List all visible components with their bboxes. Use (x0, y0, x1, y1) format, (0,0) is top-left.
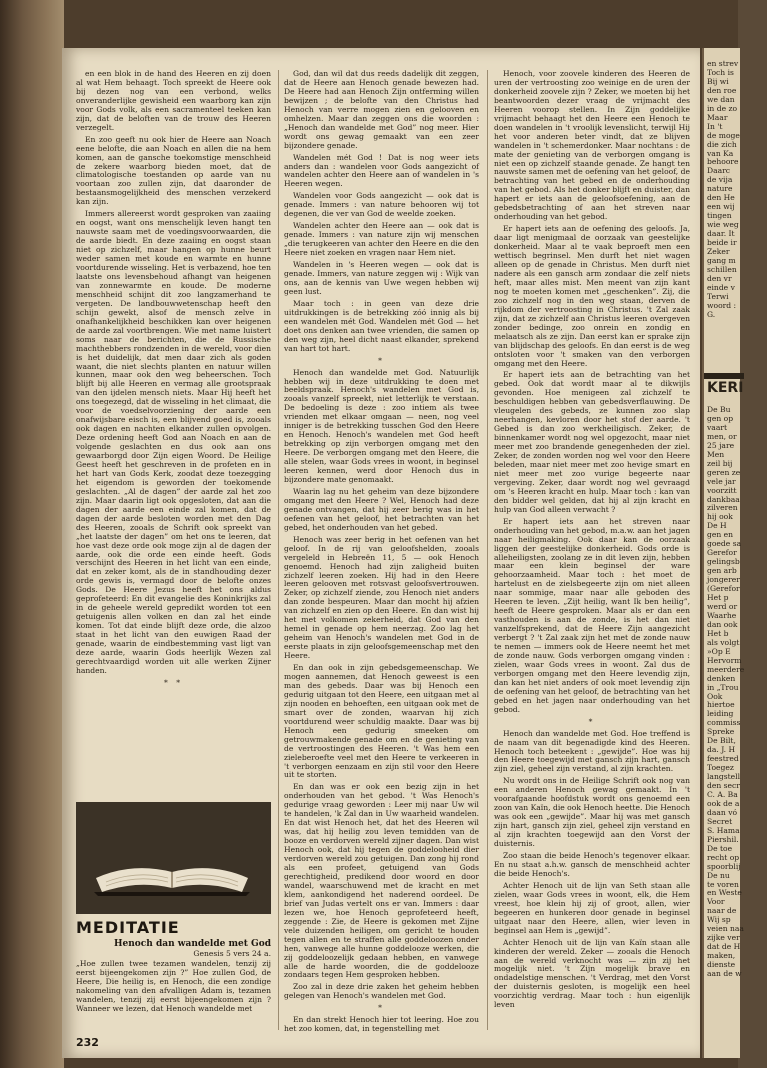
column-rule (278, 70, 279, 1030)
paragraph: God, dan wil dat dus reeds dadelijk dit zeggen, dat de Heere aan Henoch genade bewezen had. De Heere had aan Henoch Zijn ontferming willen bewijzen ; de belofte van den Christus had Henoch van verre mogen zien en gelooven en omhelzen. Maar dan zeggen ons die woorden : „Henoch dan wandelde met God” nog meer. Hier wordt ons gewag gemaakt van een zeer bijzondere genade. (284, 69, 479, 150)
edge-line: geren ze (707, 467, 741, 477)
edge-line: leiding (707, 709, 734, 719)
edge-line: aan de w (707, 969, 742, 979)
section-star: * (378, 355, 385, 365)
edge-line: dat de H (707, 942, 741, 952)
paragraph: Nu wordt ons in de Heilige Schrift ook nog van een anderen Henoch gewag gemaakt. In 't voorafgaande hoofdstuk wordt ons genoemd een zoon van Kaïn, die ook Henoch heette. Die Henoch was ook een „gewijde”. Maar hij was met gansch zijn hart, gansch zijn ziel, geheel zijn verstand en al zijn krachten toegewijd aan den Vorst der duisternis. (494, 776, 690, 849)
column-rule (487, 70, 488, 1030)
edge-line: zijke ver (707, 933, 740, 943)
edge-line: naar de (707, 906, 737, 916)
edge-line: zeil bij (707, 458, 733, 468)
edge-line: De H (707, 521, 727, 531)
edge-line: Toegez (707, 763, 734, 773)
edge-line: Ook (707, 691, 723, 701)
edge-line: spoorblij (707, 861, 741, 871)
edge-line: tingen (707, 211, 732, 221)
edge-line: De Bu (707, 405, 731, 414)
scripture-reference: Genesis 5 vers 24 a. (193, 949, 271, 958)
meditation-intro: „Hoe zullen twee tezamen wandelen, tenzij zij eerst bijeengekomen zijn ?” Hoe zullen God, de Heere, Die heilig is, en Henoch, die een zondige nakomeling van den afvalligen Adam is, tezamen wandelen, tenzij zij eerst bijeengekomen zijn ? Wanneer we lezen, dat Henoch wandelde met (76, 959, 271, 1013)
paragraph: Zoo zal in deze drie zaken het geheim hebben gelegen van Henoch's wandelen met God. (284, 982, 479, 1001)
edge-line: Waarhe (707, 610, 737, 620)
edge-line: dan ook (707, 619, 738, 629)
edge-line: behoore (707, 157, 739, 167)
edge-line: woord : (707, 300, 737, 310)
edge-line: »Op E (707, 646, 731, 656)
section-star: * (378, 1003, 385, 1013)
edge-line: als volgt (707, 637, 740, 647)
paragraph: Henoch, voor zoovele kinderen des Heeren de uren der vertroosting zoo weinige en de uren der donkerheid zoovele zijn ? Zeker, we moeten bij het beantwoorden dezer vraag de vrijmacht des Heeren voorop stellen. In Zijn goddelijke vrijmacht behaagt het den Heere een Henoch te doen wandelen in 't vroolijk levenslicht, terwijl Hij het voor anderen beter vindt, dat ze blijven wandelen in 't schemerdonker. Maar nochtans : de mate der genieting van de verborgen omgang is niet een op zichzelf staande genade. Ze hangt ten nauwste samen met de oefening van het geloof, de betrachting van het gebed en de onderhouding van het gebod. Als het donker blijft en duister, dan hapert er iets aan de geloofsoefening, aan de gebedsbetrachting of aan het streven naar onderhouding van het gebod. (494, 69, 690, 222)
page-left (62, 48, 700, 1058)
section-star: * (588, 716, 596, 726)
edge-section-title: KERI (707, 380, 744, 396)
paragraph: Achter Henoch uit de lijn van Seth staan alle zielen, waar Gods vrees in woont, elk, die Hem vreest, hoe klein hij zij of groot, allen, wier begeeren en hunkeren door genade in beginsel uitgaat naar den Heere, allen, wier leven in beginsel aan Hem is „gewijd”. (494, 880, 690, 935)
page-number: 232 (76, 1036, 99, 1049)
paragraph: Wandelen in 's Heeren wegen — ook dat is genade. Immers, van nature zeggen wij : Wijk van ons, aan de kennis van Uwe wegen hebben wij geen lust. (284, 260, 479, 296)
edge-line: werd or (707, 601, 738, 611)
edge-line: de moge (707, 130, 740, 140)
edge-line: maken, (707, 951, 736, 961)
edge-text-top (707, 60, 767, 320)
edge-line: Gerefor (707, 548, 737, 558)
edge-line: en strev (707, 59, 739, 68)
meditation-photo (76, 802, 271, 914)
edge-line: nature (707, 184, 733, 194)
edge-line: commiss (707, 718, 741, 728)
edge-line: men, or (707, 431, 737, 441)
edge-line: Bij wi (707, 76, 729, 86)
paragraph: Wandelen voor Gods aangezicht — ook dat is genade. Immers : van nature behooren wij tot degenen, die ver van God de weelde zoeken. (284, 191, 479, 219)
paragraph: Er hapert iets aan de betrachting van het gebed. Ook dat wordt maar al te dikwijls gevonden. Hoe menigeen zal zichzelf te beschuldigen hebben van gebedsverflauwing. De vleugelen des gebeds, ze kunnen zoo slap neerhangen, kevloren door het stof der aarde. 't Gebed is dan zoo werkheiligisch. Zeker, de binnenkamer wordt nog wel opgezocht, maar niet meer met zoo brandende genegenheden der ziel. Zeker, de zonden worden nog wel voor den Heere beleden, maar niet meer met zoo hevige smart en niet meer met zoo vurige begeerte naar vergeving. Zeker, daar wordt nog wel gevraagd om 's Heeren kracht en hulp. Maar toch : kan van den bidder wel gelden, dat hij al zijn kracht en hulp van God alleen verwacht ? (494, 370, 690, 514)
edge-line: hij ook (707, 512, 733, 522)
edge-line: C. A. Ba (707, 789, 738, 799)
edge-line: Daarc (707, 166, 731, 176)
edge-line: Toch is (707, 67, 734, 77)
edge-line: dienste (707, 960, 736, 970)
edge-line: Maar (707, 112, 728, 122)
edge-line: die zich (707, 139, 737, 149)
edge-line: goede sa (707, 539, 742, 549)
edge-line: Spreke (707, 727, 735, 737)
book-spine (0, 0, 64, 1068)
edge-line: gen arb (707, 566, 737, 576)
edge-line: denken (707, 673, 736, 683)
paragraph: Zoo staan die beide Henoch's tegenover elkaar. En nu staat a.h.w. gansch de menschheid achter die beide Henoch's. (494, 851, 690, 878)
meditation-label: MEDITATIE (76, 918, 180, 937)
page-right-edge (702, 48, 745, 1058)
text-column-3 (494, 70, 690, 1030)
edge-line: da. J. H (707, 745, 736, 755)
paragraph: Er hapert iets aan het streven naar onderhouding van het gebod, m.a.w. aan het jagen naar heiligmaking. Ook daar kan de oorzaak liggen der geestelijke donkerheid. Gods orde is alleheiligsten, zoolang ze in dit leven zijn, hebben maar een klein beginsel der ware gehoorzaamheid. Maar toch : het moet de hartelust en de zielsbegeerte zijn om niet alleen naar sommige, maar naar alle geboden des Heeren te leven. „Zijt heilig, want Ik ben heilig”, heeft de Heere gesproken. Maar als er dan een vasthouden is aan de zonde, is het dan niet vanzelfsprekend, dat de Heere Zijn aangezicht verbergt ? 't Zal zaak zijn het met de zonde nauw te nemen — immers ook de Heere neemt het met de zonde nauw. Gods verborgen omgang vinden : zielen, waar Gods vrees in woont. Zal dus de verborgen omgang met den Heere levendig zijn, dan kan het niet anders of ook moet levendig zijn de oefening van het geloof, de betrachting van het gebed en het jagen naar onderhouding van het gebod. (494, 516, 690, 714)
paragraph: Maar toch : in geen van deze drie uitdrukkingen is de betrekking zóó innig als bij een wandelen mét God. Wandelen mét God — het doet ons denken aan twee vrienden, die samen op den weg zijn, heel dicht naast elkander, sprekend van hart tot hart. (284, 298, 479, 353)
section-bar (704, 373, 744, 379)
edge-line: Wij sp (707, 915, 731, 925)
edge-line: hiertoe (707, 700, 735, 710)
edge-line: schillen (707, 264, 737, 274)
meditation-block (76, 918, 271, 1038)
edge-line: daan vó (707, 807, 738, 817)
paragraph: Henoch dan wandelde met God. Hoe treffend is de naam van dit begenadigde kind des Heeren. Henoch toch beteekent : „gewijde”. Hoe was hij den Heere toegewijd met gansch zijn hart, gansch zijn ziel, geheel zijn verstand, al zijn krachten. (494, 728, 690, 774)
paragraph: Wandelen achter den Heere aan — ook dat is genade. Immers : van nature zijn wij menschen „die terugkeeren van achter den Heere en die den Heere niet zoeken en vragen naar Hem niet. (284, 221, 479, 258)
edge-line: De nu (707, 870, 730, 880)
edge-line: Het b (707, 628, 729, 638)
edge-line: meerdere (707, 664, 745, 674)
edge-line: beide ir (707, 238, 737, 248)
text-column-1 (76, 70, 271, 790)
edge-line: gen op (707, 413, 734, 423)
paragraph: en een blok in de hand des Heeren en zij doen al wat Hem behaagt. Toch spreekt de Heere ook bij dezen nog van een verbond, welks onveranderlijke gewisheid een waarborg kan zijn voor Gods volk, als een sacramenteel teeken kan zijn, dat de beloften van de trouw des Heeren verzegelt. (76, 69, 271, 132)
edge-line: Voor (707, 897, 725, 907)
text-column-2 (284, 69, 479, 1034)
edge-line: De toe (707, 843, 733, 853)
paragraph: Immers allereerst wordt gesproken van zaaiing en oogst, want ons menschelijk leven hangt ten nauwste saam met de voedingsvoorwaarden, die de aarde biedt. En deze zaaiing en oogst staan niet op zichzelf, maar hangen op hunne beurt weder samen met koude en warmte en hunne voortdurende wisseling. Het is verbazend, hoe ten laatste ons levensbehoud afhangt van heigenen van zonnewarmte en koude. De moderne menschheid schijnt dit zoo langzamerhand te vergeten. De landbouwwetenschap heeft den schijn gewekt, alsof de mensch zelve in onafhankelijkheid beschikken kan over heigenen de aarde zal voortbrengen. Wie met name luistert soms naar de berichten, die de Russische machthebbers rondzenden in de wereld, voor dien is het duidelijk, dat men daar zich als goden waant, die niet slechts planten en natuur willen kunnen, maar ook den weg beheerschen. Toch blijft bij alle Heeren en vermag alle grootspraak van den ijdelen mensch niets. Maar Hij heeft het ons toegezegd, dat de wisseling in het climaat, die voor de voedselvoorziening der aarde een onafwijsbare eisch is, een blijvend goed is, zooals ook dagen en nachten elkander zullen opvolgen. Deze ordening heeft God aan Noach en aan de volgende geslachten en dus ook aan ons gewaarborgd door Zijn eigen Woord. De Heilige Geest heeft het geschreven in de profeten en in het hart van Gods Kerk, zoodat deze toezegging het eigendom is geworden der toekomende geslachten. „Al de dagen” der aarde zal het zoo zijn. Maar daarin ligt ook opgesloten, dat aan die dagen der aarde een einde zal komen, dat de dagen der aarde besloten worden met den Dag des Heeren, zooals de Schrift ook spreekt van „het laatste der dagen” om het ons te leeren, dat hoe vast deze orde ook moge zijn al de dagen der aarde, ook die orde een einde heeft. Gods verschijnt des Heeren in het licht van een einde, dat en zeker komt, als de in standhouding dezer orde gewis is, vermagd door de belofte onzes Gods. De Heere Jezus heeft het ons aldus geprofeteerd: En dit evangelie des Koninkrijks zal in de geheele wereld gepredikt worden tot een getuigenis allen volken en dan zal het einde komen. Tot dat einde blijft deze orde, die alzoo staat in het licht van den euwigen Raad der genade, waarin de eindbestemming vast ligt van deze aarde, waarin Gods heerlijk Wezen zal gerechtvaardigd worden uit alle werken Zijner handen. (76, 209, 271, 675)
edge-line: feestred (707, 754, 739, 764)
edge-text-mid (707, 406, 767, 979)
edge-line: voorzitt (707, 485, 737, 495)
edge-line: van Ka (707, 148, 734, 158)
edge-line: den vr (707, 273, 732, 283)
edge-line: in „Trou (707, 682, 739, 692)
edge-line: daar. It (707, 229, 735, 239)
edge-line: gelingsb (707, 557, 740, 567)
edge-line: te voren (707, 879, 739, 889)
edge-line: dankbaa (707, 494, 740, 504)
edge-line: Het p (707, 593, 729, 603)
edge-line: den He (707, 193, 735, 203)
edge-line: we dan (707, 94, 735, 104)
edge-line: langstell (707, 772, 741, 782)
edge-line: G. (707, 309, 716, 319)
paragraph: Waarin lag nu het geheim van deze bijzondere omgang met den Heere ? Wel, Henoch had deze genade ontvangen, dat hij zeer berig was in het oefenen van het geloof, het betrachten van het gebed, het onderhouden van het gebed. (284, 486, 479, 532)
edge-line: gen en (707, 530, 734, 540)
paragraph: Henoch was zeer berig in het oefenen van het geloof. In de rij van geloofshelden, zooals vergeleld in Hebreën 11, 5 — ook Henoch genoemd. Henoch had zijn zaligheid buiten zichzelf leeren zoeken. Hij had in den Heere leeren gelooven met rotsvast geloofsvertrouwen. Zeker, op zichzelf ziende, zou Henoch niet anders dan zonde bespeuren. Maar dan mocht hij afzien van zichzelf en zien op den Heere. En dan wist hij het met volkomen zekerheid, dat God van den hemel in genade op hem neerzag. Zoo lag het geheim van Henoch's wandelen met God in de eerste plaats in zijn geloofsgemeenschap met den Heere. (284, 534, 479, 661)
edge-line: ook de a (707, 798, 740, 808)
edge-line: Secret (707, 816, 733, 826)
edge-line: vele jar (707, 476, 736, 486)
edge-line: gang m (707, 255, 736, 265)
paragraph: Achter Henoch uit de lijn van Kaïn staan alle kinderen der wereld. Zeker — zooals die Henoch aan de wereld verknocht was — zijn zij het mogelijk niet. 't Zijn mogelijk brave en ondadelstige menschen. 't Verdrag, met den Vorst der duisternis gesloten, is mogelijk een heel voorzichtig verdrag. Maar toch : hun eigenlijk leven (494, 937, 690, 1010)
edge-line: 25 jare (707, 440, 735, 450)
edge-line: (Gerefor (707, 584, 740, 594)
edge-line: de vija (707, 175, 733, 185)
paragraph: En dan strekt Henoch hier tot leering. Hoe zou het zoo komen, dat, in tegenstelling met (284, 1015, 479, 1034)
edge-line: Zeker (707, 247, 730, 257)
paragraph: En dan ook in zijn gebedsgemeenschap. We mogen aannemen, dat Henoch geweest is een man des gebeds. Daar was bij Henoch een gedurig uitgaan tot den Heere, een uitgaan met al zijn nooden en behoeften, een uitgaan ook met de smart over de zonden, waarvan hij zich voortdurend weer schuldig maakte. Daar was bij Henoch een gedurig smeeken om getrouwmakende genade om en de genieting van de vertroostingen des Heeren. 't Was hem een zieleberoefte veel met den Heere te verkeeren in 't verborgen eenzaam en zijn stil voor den Heere uit te storten. (284, 663, 479, 780)
edge-line: wie weg (707, 220, 739, 230)
section-stars: * * (163, 677, 183, 687)
edge-line: veien naa (707, 924, 744, 934)
edge-line: den roe (707, 85, 737, 95)
edge-line: recht op (707, 852, 740, 862)
edge-line: den secr (707, 781, 740, 791)
open-bible-icon (92, 842, 252, 896)
edge-line: Piershil. (707, 834, 739, 844)
edge-line: einde v (707, 282, 735, 292)
edge-line: Hervorm (707, 655, 742, 665)
edge-line: vaart (707, 422, 728, 432)
meditation-title: Henoch dan wandelde met God (114, 939, 271, 949)
edge-line: in de zo (707, 103, 738, 113)
paragraph: Wandelen mét God ! Dat is nog weer iets anders dan : wandelen voor Gods aangezicht of wandelen achter den Heere aan of wandelen in 's Heeren wegen. (284, 152, 479, 189)
paragraph: En zoo geeft nu ook hier de Heere aan Noach eene belofte, die aan Noach en allen die na hem komen, aan de gansche toekomstige menschheid de zekere waarborg bieden moet, dat de climatologische toestanden op aarde van nu voortaan zoo zullen zijn, dat daaronder de bestaansmogelijkheid des menschen verzekerd kan zijn. (76, 134, 271, 207)
edge-line: De Bilt, (707, 736, 736, 746)
edge-line: In 't (707, 121, 723, 131)
edge-line: jongerer (707, 575, 740, 585)
edge-line: een wij (707, 202, 735, 212)
paragraph: En dan was er ook een bezig zijn in het onderhouden van het gebod. 't Was Henoch's gedurige vraag geworden : Leer mij naar Uw wil te handelen, 'k Zal dan in Uw waarheid wandelen. En dat wist Henoch het, dat het des Heeren wil was, dat hij heilig zou leven temidden van de booze en verdorven wereld zijner dagen. Dan wist Henoch ook, dat hij tegen de goddelooheid dier verdorven wereld zou getuigen. Dan zong hij rond als een profeet, getuigend van Gods gerechtigheid, predikend door woord en door wandel, waarschuwend met de kracht en met klem, aankondigend het naderend oordeel. De brief van Judas vertelt ons er van. Immers : daar lezen we, hoe Henoch geprofeteerd heeft, zeggende : Zie, de Heere is gekomen met Zijne vele duizenden heiligen, om gericht te houden tegen allen en te straffen alle goddeloozen onder hen, vanwege alle hunne goddelooze werken, die zij goddeloozelijk gedaan hebben, en vanwege alle de harde woorden, die de goddelooze zondaars tegen Hem gesproken hebben. (284, 782, 479, 980)
edge-line: zilveren (707, 503, 738, 513)
edge-line: S. Hama (707, 825, 740, 835)
edge-line: Terwi (707, 291, 729, 301)
edge-line: Men (707, 449, 725, 459)
paragraph: Henoch dan wandelde met God. Natuurlijk hebben wij in deze uitdrukking te doen met beeldspraak. Henoch's wandelen met God is, zooals vanzelf spreekt, niet letterlijk te verstaan. De bedoeling is deze : zoo intiem als twee vrienden met elkaar omgaan — neen, nog veel inniger is de betrekking tusschen God den Heere en Henoch. Henoch's wandelen met God heeft betrekking op zijn verborgen omgang met den Heere. De verborgen omgang met den Heere, die alle stelen, waar Gods vrees in woont, in beginsel leeren kennen, werd door Henoch dus in bijzondere mate genomaakt. (284, 367, 479, 484)
paragraph: Er hapert iets aan de oefening des geloofs. Ja, daar ligt menigmaal de oorzaak van geestelijke donkerheid. Maar al te vaak beproeft men een wettisch begrinsel. Men durft het niet wagen alleen op de genade in Christus. Men durft niet nadere als een gansch arm zondaar die zelf niets heft, maar alles mist. Men meent van zijn kant nog te moeten komen met „geschenken”. Zij, die zoo zichzelf nog in den weg staan, derven de rijkdom der vertroosting in Christus. 't Zal zaak zijn, dat ze zichzelf aan Christus leeren overgeven zonder bedinge, zoo onrein en zondig en melaatsch als ze zijn. Dan eerst kan er sprake zijn van blijdschap des geloofs. En dan eerst is de weg ontsloten voor 't smaken van den verborgen omgang met den Heere. (494, 224, 690, 368)
edge-line: en Weste (707, 888, 742, 898)
